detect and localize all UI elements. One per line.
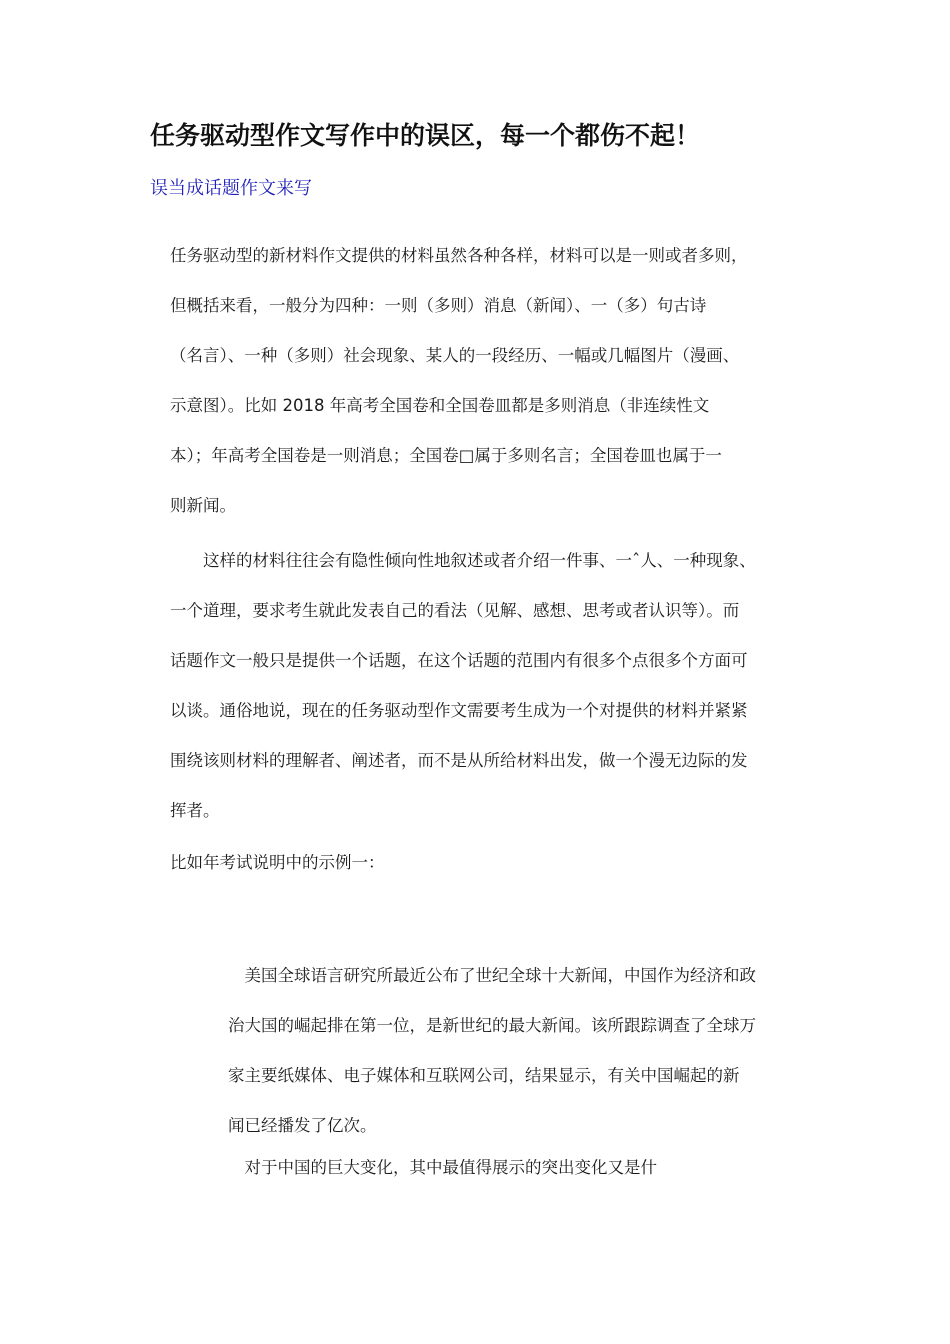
paragraph-line: （名言）、一种（多则）社会现象、某人的一段经历、一幅或几幅图片（漫画、 bbox=[170, 346, 740, 365]
quote-line: 美国全球语言研究所最近公布了世纪全球十大新闻，中国作为经济和政 bbox=[228, 966, 756, 985]
paragraph-line: 围绕该则材料的理解者、阐述者，而不是从所给材料出发，做一个漫无边际的发 bbox=[170, 751, 748, 770]
quote-line: 对于中国的巨大变化，其中最值得展示的突出变化又是什 bbox=[228, 1158, 657, 1177]
section-heading: 误当成话题作文来写 bbox=[150, 178, 312, 199]
page-title: 任务驱动型作文写作中的误区，每一个都伤不起！ bbox=[150, 121, 701, 150]
quote-line: 闻已经播发了亿次。 bbox=[228, 1116, 377, 1135]
paragraph-line: 示意图）。比如 2018 年高考全国卷和全国卷皿都是多则消息（非连续性文 bbox=[170, 396, 710, 415]
quote-line: 治大国的崛起排在第一位，是新世纪的最大新闻。该所跟踪调查了全球万 bbox=[228, 1016, 756, 1035]
paragraph-line: 话题作文一般只是提供一个话题，在这个话题的范围内有很多个点很多个方面可 bbox=[170, 651, 748, 670]
paragraph-line: 比如年考试说明中的示例一： bbox=[170, 853, 385, 872]
paragraph-line: 这样的材料往往会有隐性倾向性地叙述或者介绍一件事、一ˆ人、一种现象、 bbox=[170, 551, 756, 570]
paragraph-line: 但概括来看，一般分为四种：一则（多则）消息（新闻）、一（多）句古诗 bbox=[170, 296, 707, 315]
paragraph-line: 挥者。 bbox=[170, 801, 220, 820]
quote-line: 家主要纸媒体、电子媒体和互联网公司，结果显示，有关中国崛起的新 bbox=[228, 1066, 740, 1085]
paragraph-line: 则新闻。 bbox=[170, 496, 236, 515]
paragraph-line: 任务驱动型的新材料作文提供的材料虽然各种各样，材料可以是一则或者多则， bbox=[170, 246, 748, 265]
paragraph-line: 本）；年高考全国卷是一则消息；全国卷□属于多则名言；全国卷皿也属于一 bbox=[170, 446, 722, 465]
paragraph-line: 一个道理，要求考生就此发表自己的看法（见解、感想、思考或者认识等）。而 bbox=[170, 601, 740, 620]
paragraph-line: 以谈。通俗地说，现在的任务驱动型作文需要考生成为一个对提供的材料并紧紧 bbox=[170, 701, 748, 720]
